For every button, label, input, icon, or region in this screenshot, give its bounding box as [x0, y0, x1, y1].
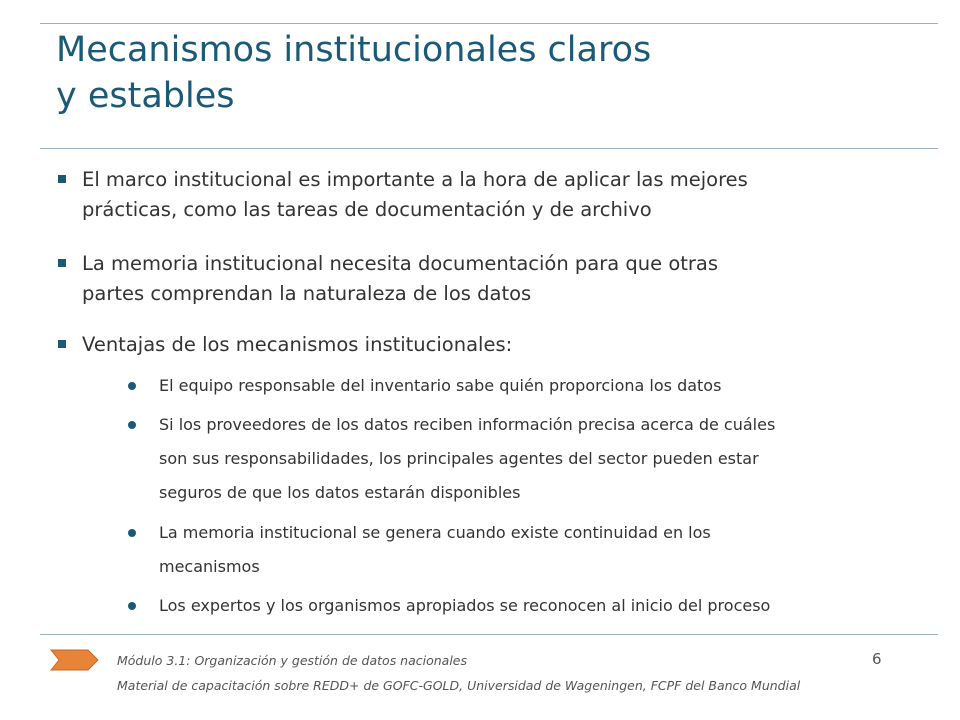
bullet-2	[56, 249, 916, 309]
sub-bullet-2-line-2: son sus responsabilidades, los principales agentes del sector pueden estar	[159, 449, 759, 468]
round-bullet-icon	[128, 382, 136, 390]
bullet-1	[56, 165, 916, 225]
sub-bullet-4-text	[159, 589, 928, 623]
sub-bullet-1	[128, 369, 928, 403]
square-bullet-icon	[58, 340, 66, 348]
round-bullet-icon	[128, 529, 136, 537]
sub-bullet-3-text	[159, 516, 928, 584]
sub-bullet-2	[128, 408, 928, 510]
bullet-1-line-1: El marco institucional es importante a la hora de aplicar las mejores	[82, 168, 748, 191]
title-divider	[40, 148, 938, 149]
title-line-2: y estables	[56, 76, 235, 116]
bullet-3	[56, 330, 916, 360]
footer-module: Módulo 3.1: Organización y gestión de datos nacionales	[117, 653, 468, 668]
bullet-2-text	[82, 249, 916, 309]
round-bullet-icon	[128, 421, 136, 429]
bullet-2-line-1: La memoria institucional necesita documentación para que otras	[82, 252, 719, 275]
footer-credit: Material de capacitación sobre REDD+ de GOFC-GOLD, Universidad de Wageningen, FCPF del Banco Mundial	[117, 678, 801, 693]
square-bullet-icon	[58, 259, 66, 267]
bullet-3-line-1: Ventajas de los mecanismos institucionales:	[82, 333, 513, 356]
square-bullet-icon	[58, 175, 66, 183]
bullet-3-text	[82, 330, 916, 360]
sub-bullet-2-text	[159, 408, 928, 510]
bullet-1-text	[82, 165, 916, 225]
sub-bullet-1-line-1: El equipo responsable del inventario sabe quién proporciona los datos	[159, 376, 722, 395]
bullet-1-line-2: prácticas, como las tareas de documentación y de archivo	[82, 198, 652, 221]
sub-bullet-4-line-1: Los expertos y los organismos apropiados se reconocen al inicio del proceso	[159, 596, 771, 615]
sub-bullet-3-line-1: La memoria institucional se genera cuando existe continuidad en los	[159, 523, 711, 542]
sub-bullet-2-line-3: seguros de que los datos estarán disponibles	[159, 483, 521, 502]
chevron-arrow-icon	[50, 648, 100, 672]
slide-title	[56, 27, 916, 119]
top-rule	[40, 23, 938, 24]
page-number: 6	[872, 650, 882, 668]
footer-rule	[40, 634, 938, 635]
sub-bullet-2-line-1: Si los proveedores de los datos reciben información precisa acerca de cuáles	[159, 415, 776, 434]
bullet-2-line-2: partes comprendan la naturaleza de los datos	[82, 282, 532, 305]
sub-bullet-4	[128, 589, 928, 623]
round-bullet-icon	[128, 602, 136, 610]
sub-bullet-3	[128, 516, 928, 584]
sub-bullet-1-text	[159, 369, 928, 403]
title-line-1: Mecanismos institucionales claros	[56, 30, 652, 70]
sub-bullet-3-line-2: mecanismos	[159, 557, 260, 576]
